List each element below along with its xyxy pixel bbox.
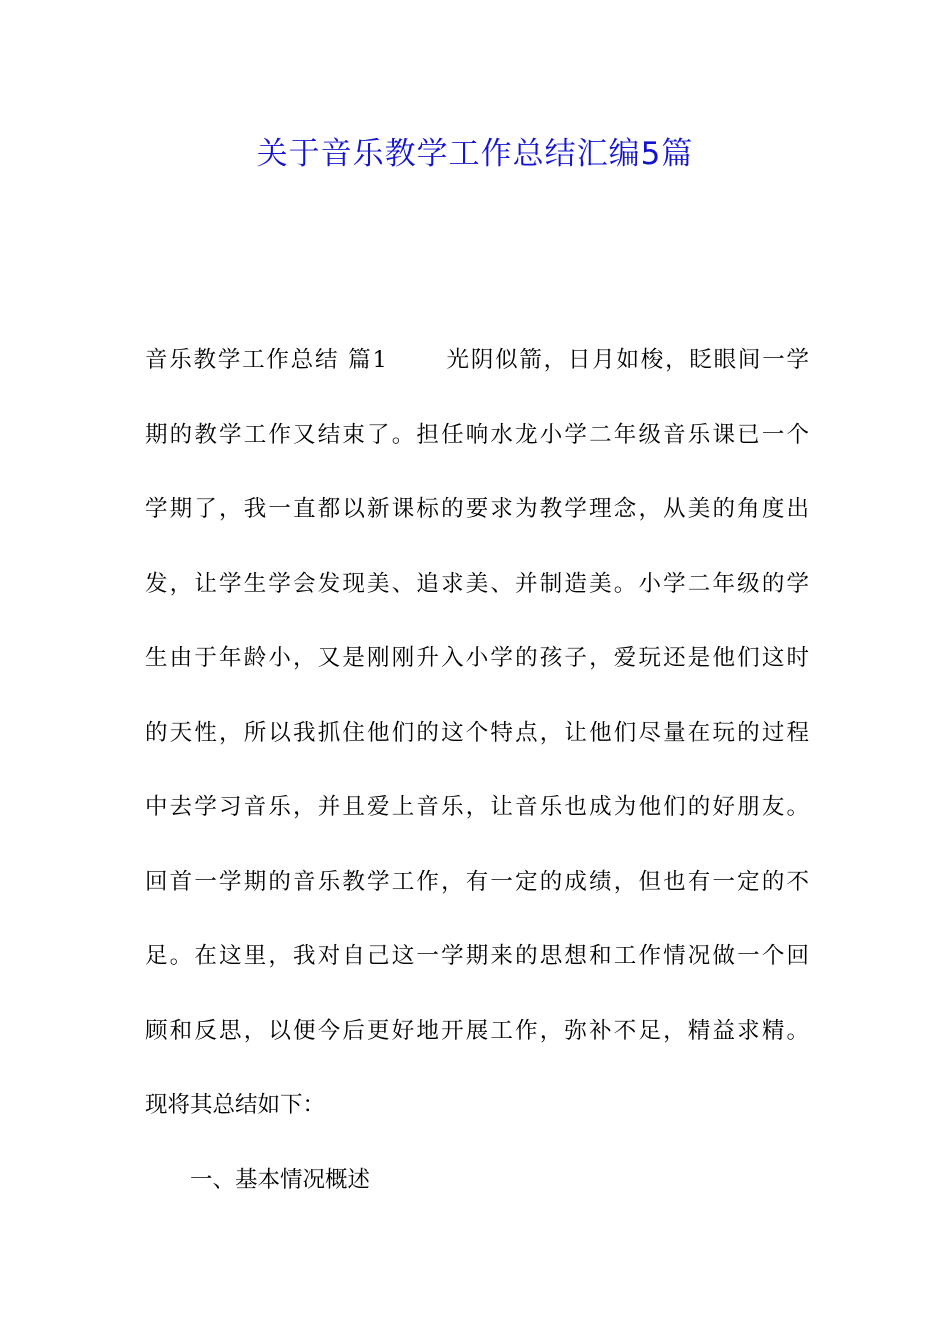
paragraph-line: 顾和反思，以便今后更好地开展工作，弥补不足，精益求精。 xyxy=(145,1017,809,1044)
paragraph-line: 中去学习音乐，并且爱上音乐，让音乐也成为他们的好朋友。 xyxy=(145,794,809,820)
section-heading: 音乐教学工作总结 篇1 xyxy=(145,347,387,373)
paragraph-line: 生由于年龄小，又是刚刚升入小学的孩子，爱玩还是他们这时 xyxy=(145,645,809,671)
paragraph-line: 期的教学工作又结束了。担任响水龙小学二年级音乐课已一个 xyxy=(145,421,809,448)
paragraph-line: 发，让学生学会发现美、追求美、并制造美。小学二年级的学 xyxy=(145,570,809,597)
paragraph-line: 足。在这里，我对自己这一学期来的思想和工作情况做一个回 xyxy=(145,943,809,969)
body-line-1 xyxy=(145,339,809,414)
paragraph-line: 学期了，我一直都以新课标的要求为教学理念，从美的角度出 xyxy=(145,496,809,522)
document-title: 关于音乐教学工作总结汇编5篇 xyxy=(256,136,694,172)
document-body xyxy=(145,339,809,1233)
paragraph-line: 现将其总结如下： xyxy=(145,1092,326,1118)
subheading: 一、基本情况概述 xyxy=(190,1166,371,1193)
paragraph-line: 的天性，所以我抓住他们的这个特点，让他们尽量在玩的过程 xyxy=(145,719,809,746)
paragraph-line: 回首一学期的音乐教学工作，有一定的成绩，但也有一定的不 xyxy=(145,868,809,895)
paragraph-line: 光阴似箭，日月如梭，眨眼间一学 xyxy=(444,347,809,373)
